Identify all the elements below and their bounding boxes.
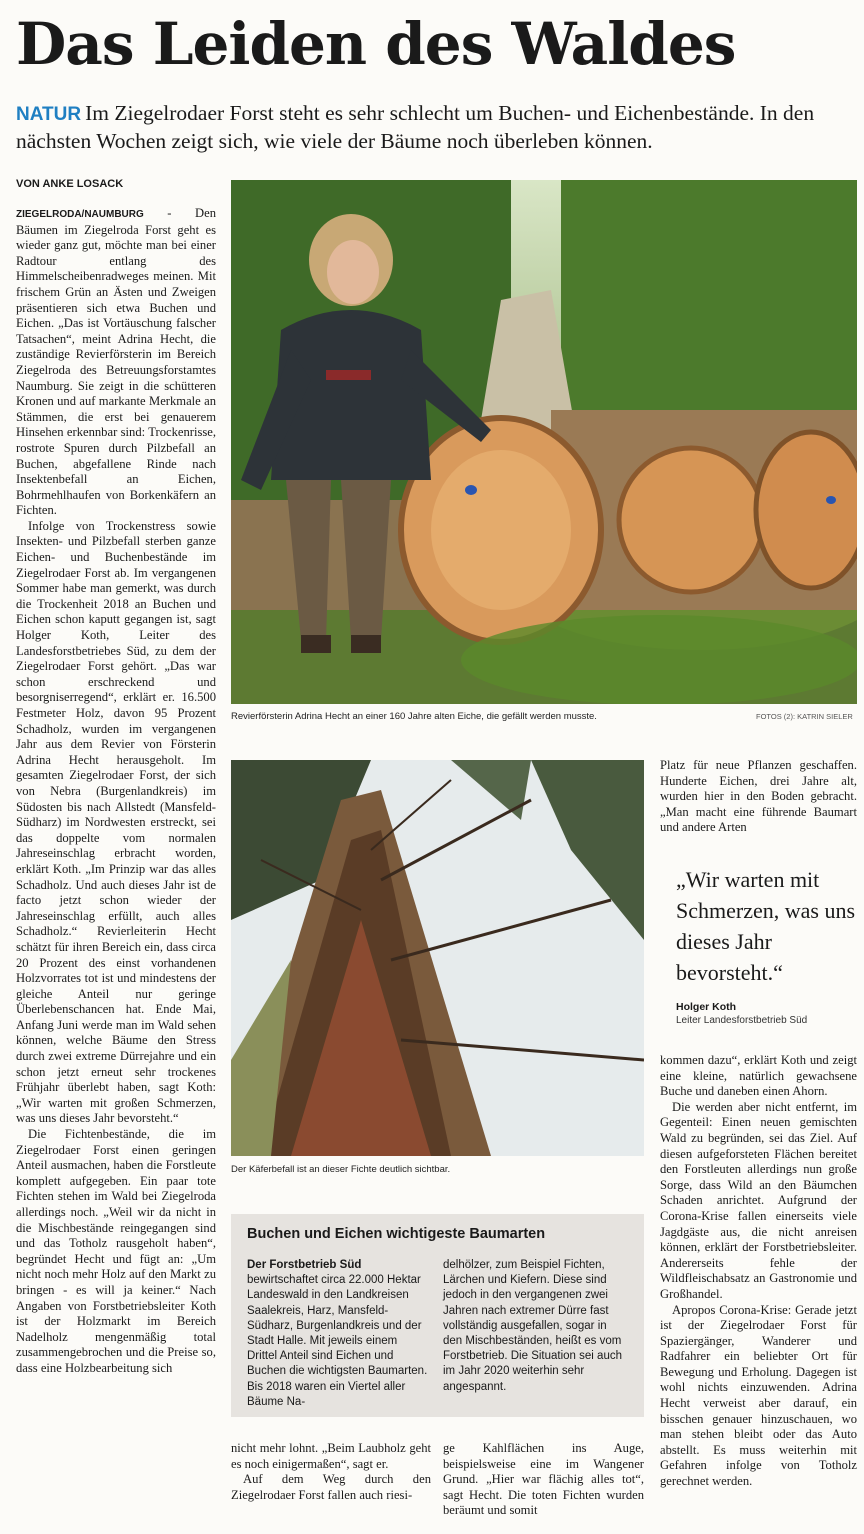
paragraph: Auf dem Weg durch den Ziegelrodaer Forst fallen auch riesi-: [231, 1472, 431, 1502]
info-box: [231, 1214, 644, 1417]
subline-text: Im Ziegelrodaer Forst steht es sehr schlecht um Buchen- und Eichenbestände. In den nächsten Wochen zeigt sich, wie viele der Bäume noch überleben können.: [16, 101, 815, 153]
photo1-caption: Revierförsterin Adrina Hecht an einer 160 Jahre alten Eiche, die gefällt werden musste.: [231, 711, 597, 722]
subline: [16, 100, 852, 155]
byline: VON ANKE LOSACK: [16, 178, 124, 190]
photo-credit: FOTOS (2): KATRIN SIELER: [756, 712, 853, 721]
headline: Das Leiden des Waldes: [16, 10, 736, 78]
paragraph: ZIEGELRODA/NAUMBURG - Den Bäumen im Ziegelroda Forst geht es wieder ganz gut, möchte man bei einer Radtour entlang des Himmelscheibenradweges meinen. Mit frischem Grün an Ästen und Zweigen präsentieren sich etwa Buchen und Eichen. „Das ist Vortäuschung falscher Tatsachen“, meint Adrina Hecht, die zuständige Revierförsterin im Bereich Ziegelroda des Betreuungsforstamtes Naumburg. Sie zeigt in die schütteren Kronen und auf markante Merkmale an Stämmen, die erst bei genauerem Hinsehen erkennbar sind: Trockenrisse, rostrote Spuren durch Pilzbefall an Buchen, abgefallene Rinde nach Insektenbefall an Eichen, Bohrmehlhaufen von Borkenkäfern an Fichten.: [16, 206, 216, 518]
article-column-3: [443, 1441, 644, 1531]
pull-quote: [676, 864, 856, 1027]
paragraph: Die werden aber nicht entfernt, im Gegenteil: Einen neuen gemischten Wald zu begründen, sei das Ziel. Auf diesen aufgeforsteten Flächen bereitet den Forstleuten allerdings nun große Sorge, dass Wild an den Bäumchen Schaden anrichtet. Aufgrund der Corona-Krise fallen einerseits viele Jagdgäste aus, die nicht anreisen können, erklärt der Forstbetriebsleiter. Andererseits fehle der Wildfleischabsatz an Gastronomie und Großhandel.: [660, 1099, 857, 1301]
paragraph: Apropos Corona-Krise: Gerade jetzt ist der Ziegelrodaer Forst für Spaziergänger, Wanderer und Radfahrer ein beliebter Ort für Bewegung und Erholung. Dagegen ist wohl nichts einzuwenden. Adrina Hecht verweist aber darauf, ein bisschen genauer hinzuschauen, wo man stehen bleibt oder das Auto abstellt. Es muss weiterhin mit Gefahren infolge von Totholz gerechnet werden.: [660, 1302, 857, 1489]
info-box-column-2: delhölzer, zum Beispiel Fichten, Lärchen und Kiefern. Diese sind jedoch in den vergangenen zwei Jahren nach extremer Dürre fast vollständig ausgefallen, sogar in den Mischbeständen, heißt es vom Forstbetrieb. Die Situation sei auch im Jahr 2020 weiterhin sehr angespannt.: [443, 1259, 622, 1393]
kicker: NATUR: [16, 104, 82, 125]
paragraph: nicht mehr lohnt. „Beim Laubholz geht es noch einigermaßen“, sagt er.: [231, 1441, 431, 1471]
photo-spruce-trunk: [231, 760, 644, 1156]
photo2-caption: Der Käferbefall ist an dieser Fichte deutlich sichtbar.: [231, 1164, 451, 1175]
article-column-4-bottom: [660, 1053, 857, 1529]
article-column-2: [231, 1441, 431, 1531]
paragraph: kommen dazu“, erklärt Koth und zeigt eine kleine, natürlich gewachsene Buche und daneben einen Ahorn.: [660, 1053, 857, 1099]
info-box-title: Buchen und Eichen wichtigeste Baumarten: [247, 1226, 546, 1242]
article-column-4-top: [660, 758, 857, 838]
quote-text: „Wir warten mit Schmerzen, was uns dieses Jahr bevorsteht.“: [676, 867, 856, 985]
article-column-1: [16, 206, 216, 1526]
quote-author: Holger Koth: [676, 1001, 737, 1013]
dateline: ZIEGELRODA/NAUMBURG: [16, 209, 144, 220]
quote-author-role: Leiter Landesforstbetrieb Süd: [676, 1015, 808, 1026]
paragraph: Infolge von Trockenstress sowie Insekten- und Pilzbefall sterben ganze Eichen- und Buchenbestände im Ziegelrodaer Forst ab. Im vergangenen Sommer habe man gemerkt, was durch die Trockenheit 2018 an Buchen und Eichen schon kaputt gegangen ist, sagt Holger Koth, Leiter des Landesforstbetriebes Süd, zu dem der Ziegelrodaer Forst gehört. „Das war schon erschreckend und besorgniserregend“, erklärt er. 16.500 Festmeter Holz, davon 95 Prozent Schadholz, wurden im vergangenen Jahr aus dem Revier von Försterin Adrina Hecht herausgeholt. Im gesamten Ziegelrodaer Forst, der sich von Nebra (Burgenlandkreis) im Südosten bis nach Allstedt (Mansfeld-Südharz) im Nordwesten erstreckt, sei das doppelte vom normalen Jahreseinschlag erbracht worden, erklärt Koth. „Im Prinzip war das alles Schadholz. Und auch dieses Jahr ist de facto jetzt schon wieder der Jahreseinschlag erfüllt, auch alles Schadholz.“ Revierleiterin Hecht schätzt für ihren Bereich ein, dass circa 20 Prozent des einst vorhandenen Holzvorrates tot ist und mindestens der gleiche Anteil nur geringe Überlebenschancen hat. Ende Mai, Anfang Juni werde man im Wald sehen können, welche Bäume den Stress durch zwei extreme Dürrejahre und ein schon jetzt erneut sehr trockenes Frühjahr überlebt haben, sagt Koth: „Wir warten mit großen Schmerzen, was uns dieses Jahr bevorsteht.“: [16, 518, 216, 1126]
paragraph: Platz für neue Pflanzen geschaffen. Hunderte Eichen, drei Jahre alt, wurden hier in den Boden gebracht. „Man macht eine führende Baumart und andere Arten: [660, 758, 857, 835]
paragraph: Die Fichtenbestände, die im Ziegelrodaer Forst einen geringen Anteil ausmachen, haben die Forstleute komplett aufgegeben. Ein paar tote Fichten stehen im Wald bei Ziegelroda allerdings noch. „Weil wir da nicht in die Mischbestände reingegangen sind und das Totholz rausgeholt haben“, begründet Hecht und fügt an: „Um nicht noch mehr Holz auf den Markt zu bringen - es will ja keiner.“ Nach Angaben von Forstbetriebsleiter Koth ist der Holzmarkt im Bereich Nadelholz mengenmäßig total zusammengebrochen und die Preise so, dass eine Holzbearbeitung sich: [16, 1127, 216, 1375]
paragraph: ge Kahlflächen ins Auge, beispielsweise eine im Wangener Grund. „Hier war flächig alles tot“, sagt Hecht. Die toten Fichten wurden beräumt und somit: [443, 1441, 644, 1518]
info-box-lead: Der Forstbetrieb Süd: [247, 1259, 362, 1271]
photo-forester-logs: [231, 180, 857, 704]
info-box-column-1: Der Forstbetrieb Süd bewirtschaftet circa 22.000 Hektar Landeswald in den Landkreisen Saalekreis, Harz, Mansfeld-Südharz, Burgenlandkreis und der Stadt Halle. Mit jeweils einem Drittel Anteil sind Eichen und Buchen die wichtigsten Baumarten. Bis 2018 waren ein Viertel aller Bäume Na-: [247, 1259, 428, 1408]
